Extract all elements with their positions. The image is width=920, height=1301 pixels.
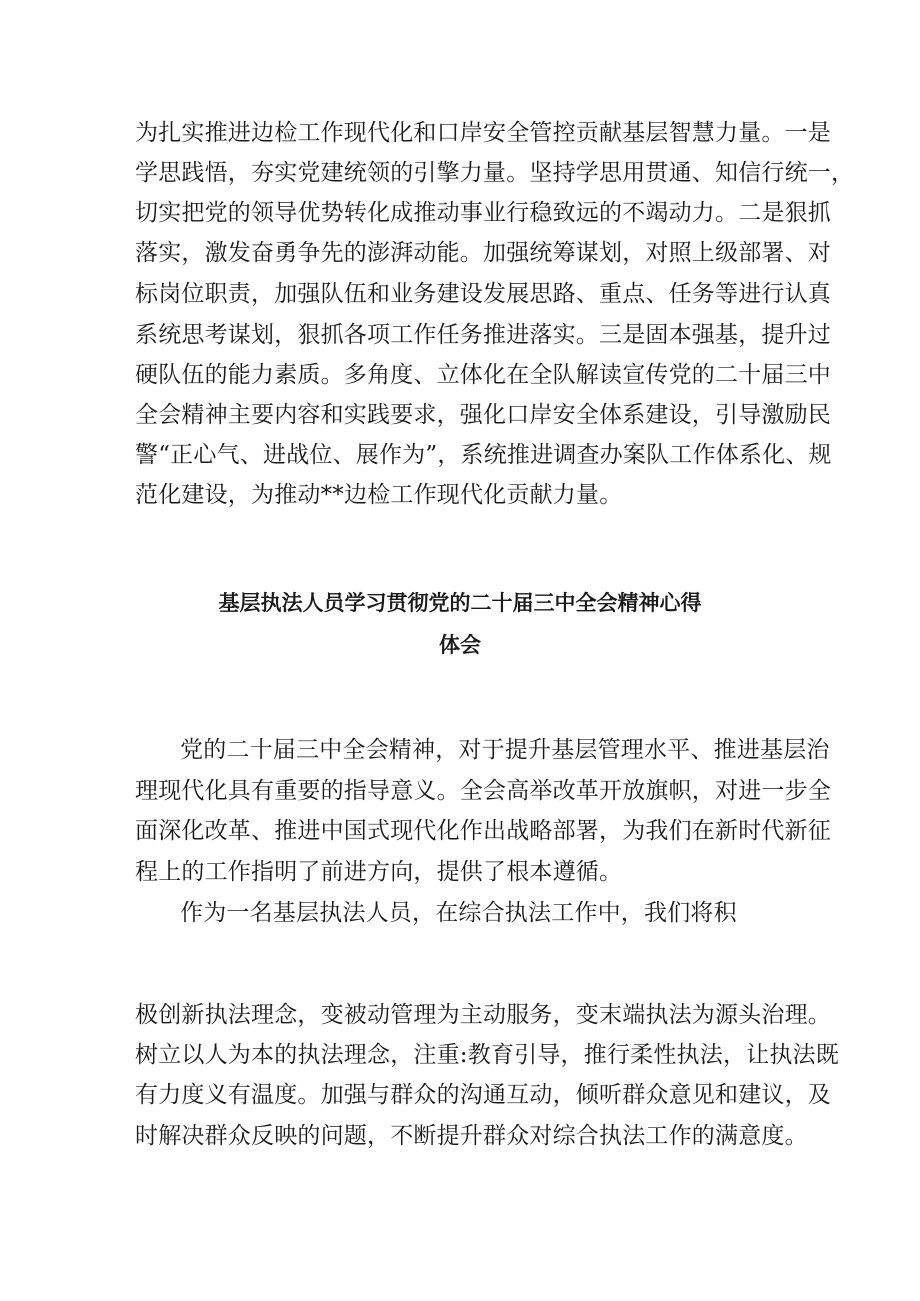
text-line: 全会精神主要内容和实践要求，强化口岸安全体系建设，引导激励民 [135, 402, 831, 428]
text-line: 范化建设，为推动**边检工作现代化贡献力量。 [135, 482, 623, 508]
text-line: 时解决群众反映的问题，不断提升群众对综合执法工作的满意度。 [135, 1123, 808, 1149]
text-line: 程上的工作指明了前进方向，提供了根本遵循。 [135, 859, 623, 885]
text-line: 理现代化具有重要的指导意义。全会高举改革开放旗帜，对进一步全 [135, 778, 831, 804]
text-line: 为扎实推进边检工作现代化和口岸安全管控贡献基层智慧力量。一是 [135, 120, 831, 146]
text-line: 作为一名基层执法人员，在综合执法工作中，我们将积 [180, 900, 737, 926]
text-line: 学思践悟，夯实党建统领的引擎力量。坚持学思用贯通、知信行统一， [135, 160, 855, 186]
text-line: 树立以人为本的执法理念，注重:教育引导，推行柔性执法，让执法既 [135, 1042, 839, 1068]
text-line: 党的二十届三中全会精神，对于提升基层管理水平、推进基层治 [180, 737, 830, 763]
text-line: 硬队伍的能力素质。多角度、立体化在全队解读宣传党的二十届三中 [135, 362, 831, 388]
text-line: 警“正心气、进战位、展作为”，系统推进调查办案队工作体系化、规 [135, 442, 832, 468]
text-line: 系统思考谋划，狠抓各项工作任务推进落实。三是固本强基，提升过 [135, 322, 831, 348]
text-line: 有力度义有温度。加强与群众的沟通互动，倾听群众意见和建议，及 [135, 1082, 831, 1108]
text-line: 面深化改革、推进中国式现代化作出战略部署，为我们在新时代新征 [135, 818, 831, 844]
heading-line: 基层执法人员学习贯彻党的二十届三中全会精神心得 [218, 591, 702, 615]
text-line: 落实，激发奋勇争先的澎湃动能。加强统筹谋划，对照上级部署、对 [135, 240, 831, 266]
text-line: 极创新执法理念，变被动管理为主动服务，变末端执法为源头治理。 [135, 1002, 831, 1028]
text-line: 切实把党的领导优势转化成推动事业行稳致远的不竭动力。二是狠抓 [135, 200, 831, 226]
heading-line: 体会 [439, 633, 481, 657]
text-line: 标岗位职责，加强队伍和业务建设发展思路、重点、任务等进行认真 [135, 281, 831, 307]
